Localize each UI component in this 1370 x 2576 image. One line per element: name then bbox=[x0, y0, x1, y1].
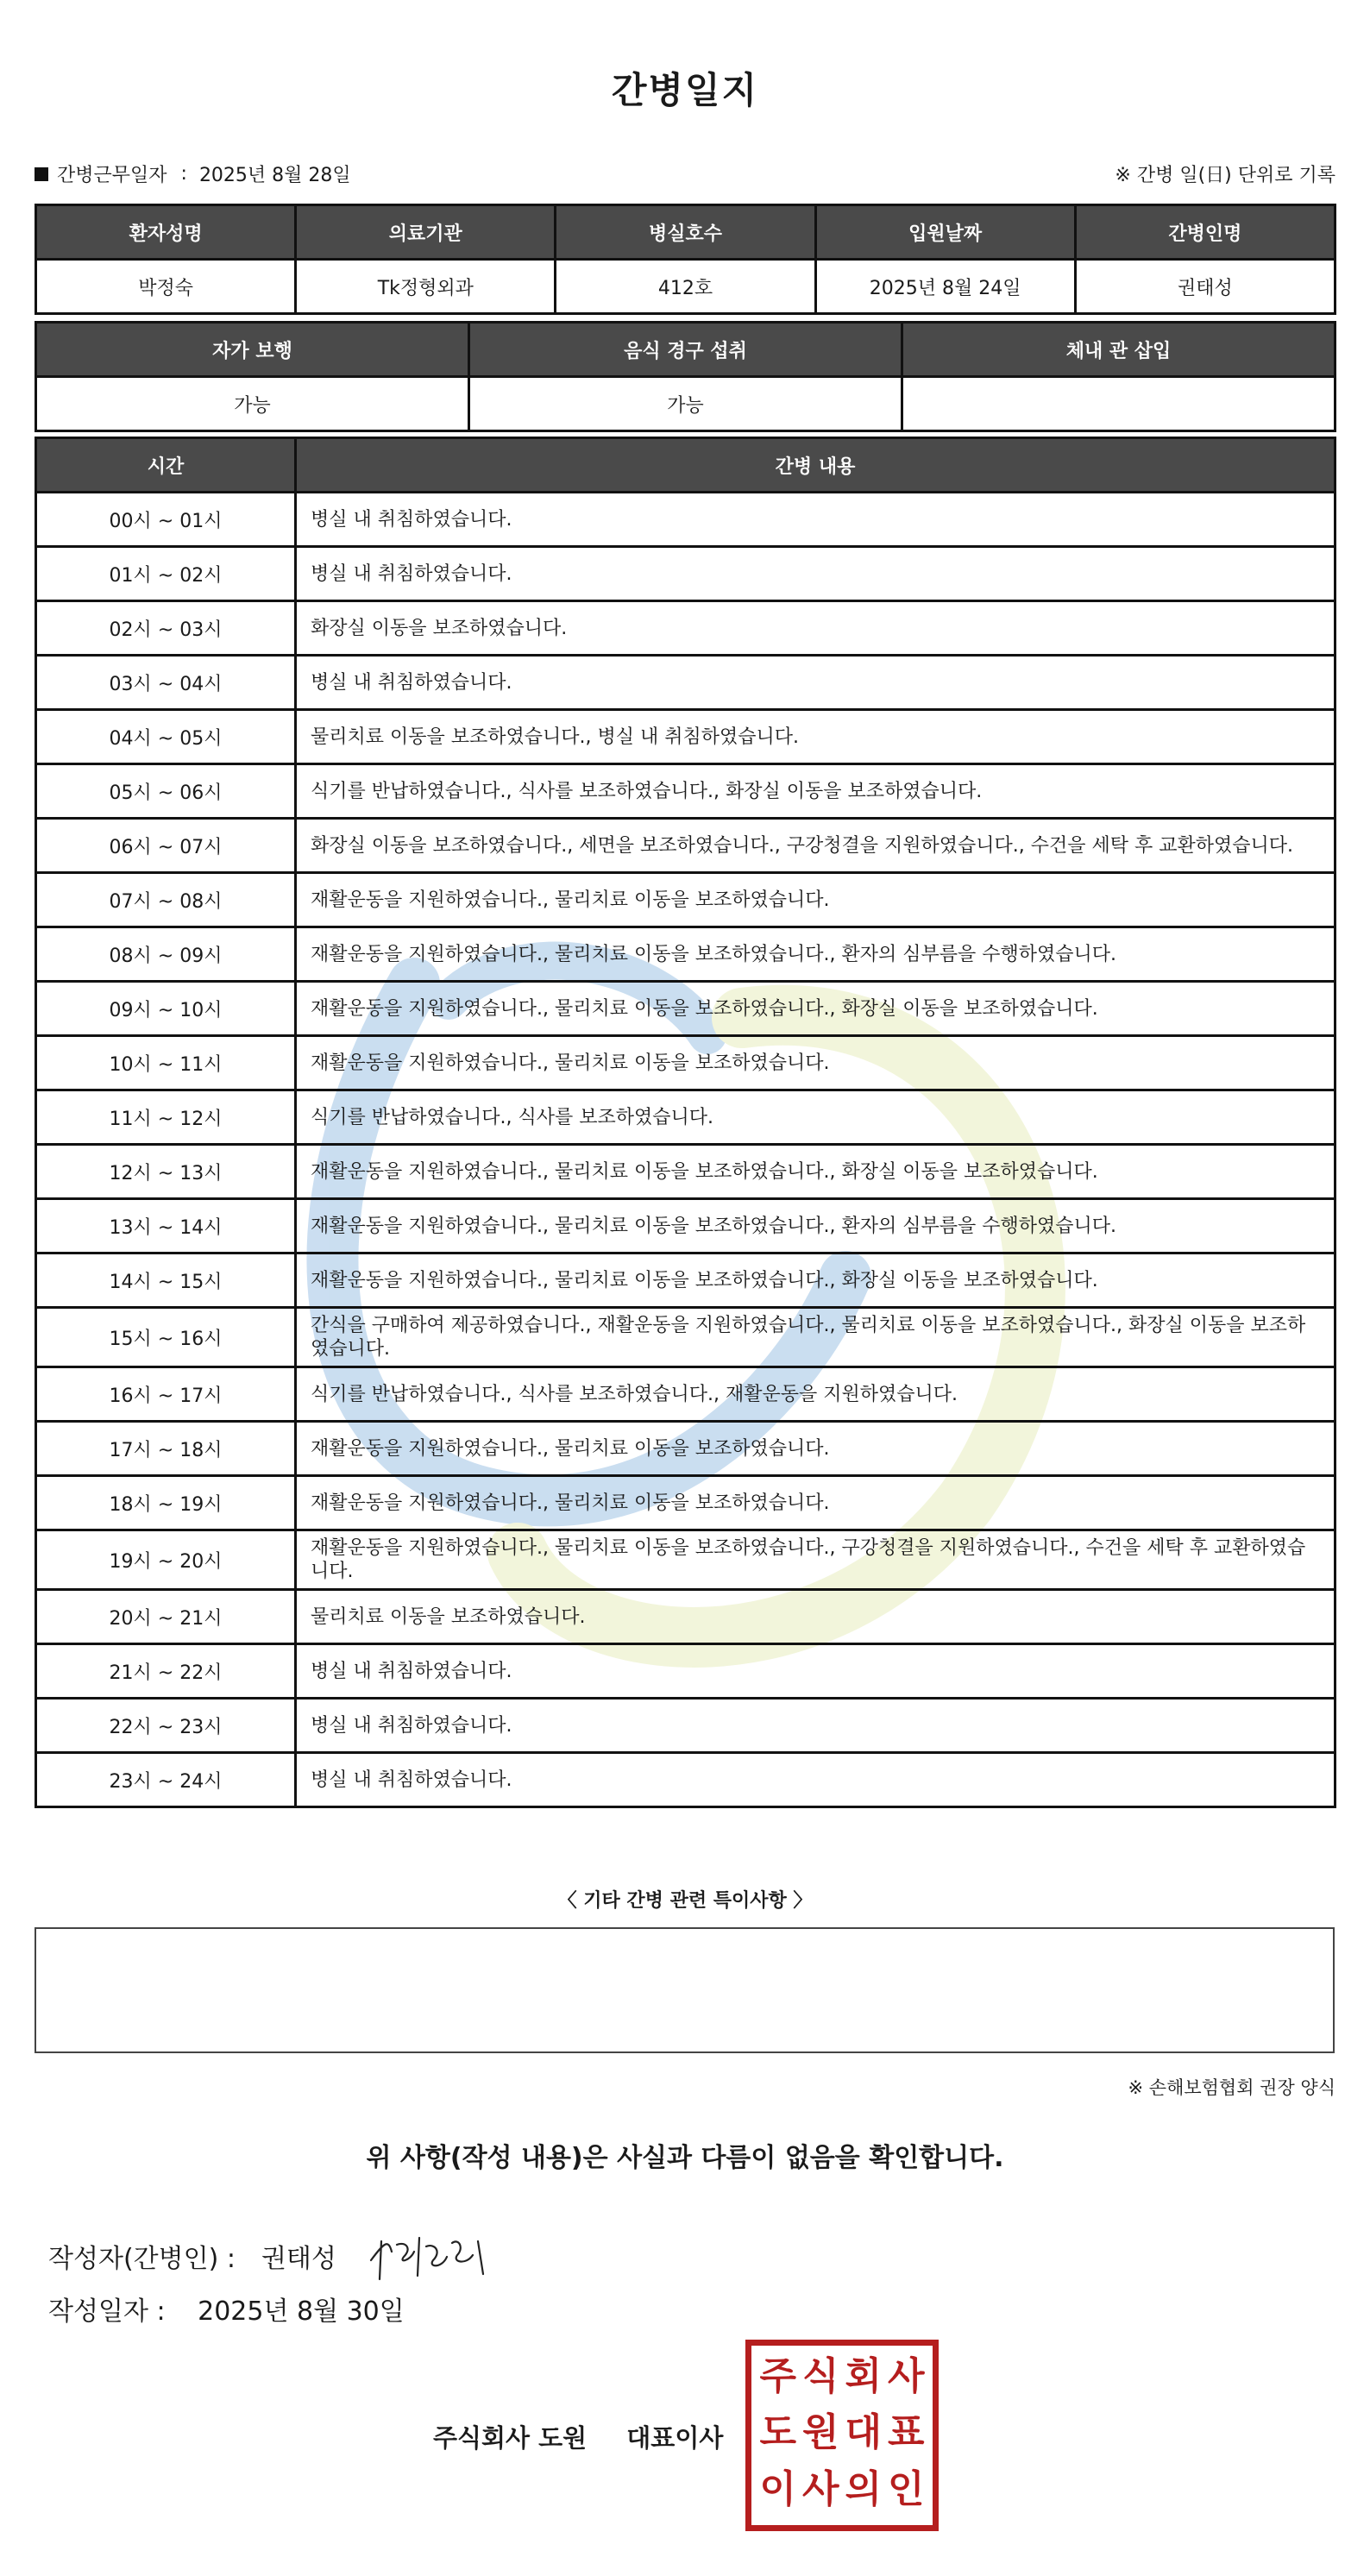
time-cell: 20시 ~ 21시 bbox=[36, 1590, 296, 1644]
care-content-cell: 재활운동을 지원하였습니다., 물리치료 이동을 보조하였습니다., 구강청결을 지원하였습니다., 수건을 세탁 후 교환하였습니다. bbox=[296, 1530, 1335, 1590]
caregiver-name: 권태성 bbox=[1075, 260, 1335, 314]
care-content-cell: 재활운동을 지원하였습니다., 물리치료 이동을 보조하였습니다., 환자의 심부름을 수행하였습니다. bbox=[296, 927, 1335, 982]
table-row bbox=[36, 1090, 1335, 1145]
table-row bbox=[36, 1476, 1335, 1530]
page-title: 간병일지 bbox=[611, 69, 759, 111]
work-date-label: 간병근무일자 bbox=[57, 165, 167, 186]
table-row bbox=[36, 982, 1335, 1036]
time-cell: 16시 ~ 17시 bbox=[36, 1367, 296, 1422]
ability-table bbox=[35, 321, 1336, 432]
table-row bbox=[36, 1699, 1335, 1753]
care-content-cell: 병실 내 취침하였습니다. bbox=[296, 1699, 1335, 1753]
writer-name: 권태성 bbox=[261, 2244, 336, 2274]
table-row bbox=[36, 547, 1335, 601]
care-content-cell: 병실 내 취침하였습니다. bbox=[296, 1753, 1335, 1807]
table-row bbox=[36, 1308, 1335, 1367]
write-date-label: 작성일자 : bbox=[48, 2296, 166, 2327]
bullet-square-icon bbox=[35, 167, 48, 181]
table-row bbox=[36, 927, 1335, 982]
work-date-separator: : bbox=[180, 163, 187, 185]
write-date-value: 2025년 8월 30일 bbox=[198, 2296, 405, 2327]
table-row bbox=[36, 819, 1335, 873]
header-hospital: 의료기관 bbox=[296, 205, 556, 260]
time-cell: 17시 ~ 18시 bbox=[36, 1422, 296, 1476]
care-content-cell: 병실 내 취침하였습니다. bbox=[296, 656, 1335, 710]
header-oral-intake: 음식 경구 섭취 bbox=[469, 323, 902, 377]
care-content-cell: 간식을 구매하여 제공하였습니다., 재활운동을 지원하였습니다., 물리치료 이동을 보조하였습니다., 화장실 이동을 보조하였습니다. bbox=[296, 1308, 1335, 1367]
care-content-cell: 재활운동을 지원하였습니다., 물리치료 이동을 보조하였습니다. bbox=[296, 1036, 1335, 1090]
header-tube-insertion: 체내 관 삽입 bbox=[902, 323, 1335, 377]
time-cell: 04시 ~ 05시 bbox=[36, 710, 296, 764]
table-row bbox=[36, 601, 1335, 656]
table-row bbox=[36, 656, 1335, 710]
patient-info-table bbox=[35, 204, 1336, 315]
remarks-title: 〈 기타 간병 관련 특이사항 〉 bbox=[557, 1890, 813, 1912]
care-content-cell: 화장실 이동을 보조하였습니다. bbox=[296, 601, 1335, 656]
writer-label: 작성자(간병인) : bbox=[48, 2244, 236, 2274]
header-admission-date: 입원날짜 bbox=[815, 205, 1075, 260]
time-cell: 06시 ~ 07시 bbox=[36, 819, 296, 873]
time-cell: 23시 ~ 24시 bbox=[36, 1753, 296, 1807]
oral-intake-value: 가능 bbox=[469, 377, 902, 431]
time-cell: 10시 ~ 11시 bbox=[36, 1036, 296, 1090]
hospital-name: Tk정형외과 bbox=[296, 260, 556, 314]
care-content-cell: 재활운동을 지원하였습니다., 물리치료 이동을 보조하였습니다., 화장실 이동을 보조하였습니다. bbox=[296, 1145, 1335, 1199]
table-row bbox=[36, 1036, 1335, 1090]
care-log-table bbox=[35, 437, 1336, 1808]
care-content-cell: 재활운동을 지원하였습니다., 물리치료 이동을 보조하였습니다. bbox=[296, 1476, 1335, 1530]
writer-line bbox=[48, 2226, 509, 2286]
time-cell: 12시 ~ 13시 bbox=[36, 1145, 296, 1199]
table-row bbox=[36, 1590, 1335, 1644]
care-content-cell: 화장실 이동을 보조하였습니다., 세면을 보조하였습니다., 구강청결을 지원하였습니다., 수건을 세탁 후 교환하였습니다. bbox=[296, 819, 1335, 873]
company-name: 주식회사 도원 bbox=[433, 2423, 588, 2453]
header-time: 시간 bbox=[36, 438, 296, 493]
work-date-line bbox=[35, 160, 1335, 192]
care-content-cell: 재활운동을 지원하였습니다., 물리치료 이동을 보조하였습니다., 환자의 심부름을 수행하였습니다. bbox=[296, 1199, 1335, 1253]
header-room: 병실호수 bbox=[556, 205, 815, 260]
daily-note: ※ 간병 일(日) 단위로 기록 bbox=[1115, 165, 1335, 186]
care-content-cell: 물리치료 이동을 보조하였습니다. bbox=[296, 1590, 1335, 1644]
table-row bbox=[36, 710, 1335, 764]
recommend-note: ※ 손해보험협회 권장 양식 bbox=[1128, 2077, 1335, 2098]
table-row bbox=[36, 1644, 1335, 1699]
self-walking-value: 가능 bbox=[36, 377, 469, 431]
room-number: 412호 bbox=[556, 260, 815, 314]
write-date-line bbox=[48, 2290, 405, 2328]
time-cell: 08시 ~ 09시 bbox=[36, 927, 296, 982]
care-content-cell: 병실 내 취침하였습니다. bbox=[296, 1644, 1335, 1699]
table-row bbox=[36, 1753, 1335, 1807]
time-cell: 18시 ~ 19시 bbox=[36, 1476, 296, 1530]
table-row bbox=[36, 1530, 1335, 1590]
confirm-statement: 위 사항(작성 내용)은 사실과 다름이 없음을 확인합니다. bbox=[366, 2143, 1004, 2173]
company-seal-stamp: 주 식 회 사 도 원 대 표 이 사 의 인 bbox=[745, 2340, 939, 2531]
time-cell: 09시 ~ 10시 bbox=[36, 982, 296, 1036]
patient-name: 박정숙 bbox=[36, 260, 296, 314]
care-content-cell: 재활운동을 지원하였습니다., 물리치료 이동을 보조하였습니다., 화장실 이동을 보조하였습니다. bbox=[296, 982, 1335, 1036]
time-cell: 13시 ~ 14시 bbox=[36, 1199, 296, 1253]
table-row bbox=[36, 1422, 1335, 1476]
care-content-cell: 식기를 반납하였습니다., 식사를 보조하였습니다. bbox=[296, 1090, 1335, 1145]
care-content-cell: 재활운동을 지원하였습니다., 물리치료 이동을 보조하였습니다. bbox=[296, 873, 1335, 927]
care-content-cell: 식기를 반납하였습니다., 식사를 보조하였습니다., 화장실 이동을 보조하였습니다. bbox=[296, 764, 1335, 819]
admission-date: 2025년 8월 24일 bbox=[815, 260, 1075, 314]
time-cell: 15시 ~ 16시 bbox=[36, 1308, 296, 1367]
time-cell: 03시 ~ 04시 bbox=[36, 656, 296, 710]
header-self-walking: 자가 보행 bbox=[36, 323, 469, 377]
work-date-value: 2025년 8월 28일 bbox=[198, 165, 351, 186]
care-content-cell: 재활운동을 지원하였습니다., 물리치료 이동을 보조하였습니다., 화장실 이동을 보조하였습니다. bbox=[296, 1253, 1335, 1308]
signature-icon bbox=[362, 2226, 509, 2286]
time-cell: 05시 ~ 06시 bbox=[36, 764, 296, 819]
header-caregiver-name: 간병인명 bbox=[1075, 205, 1335, 260]
remarks-box bbox=[35, 1927, 1335, 2053]
time-cell: 01시 ~ 02시 bbox=[36, 547, 296, 601]
time-cell: 07시 ~ 08시 bbox=[36, 873, 296, 927]
table-row bbox=[36, 873, 1335, 927]
table-row bbox=[36, 493, 1335, 547]
time-cell: 19시 ~ 20시 bbox=[36, 1530, 296, 1590]
care-content-cell: 물리치료 이동을 보조하였습니다., 병실 내 취침하였습니다. bbox=[296, 710, 1335, 764]
time-cell: 22시 ~ 23시 bbox=[36, 1699, 296, 1753]
time-cell: 11시 ~ 12시 bbox=[36, 1090, 296, 1145]
table-row bbox=[36, 1199, 1335, 1253]
care-content-cell: 병실 내 취침하였습니다. bbox=[296, 493, 1335, 547]
time-cell: 00시 ~ 01시 bbox=[36, 493, 296, 547]
care-content-cell: 재활운동을 지원하였습니다., 물리치료 이동을 보조하였습니다. bbox=[296, 1422, 1335, 1476]
tube-insertion-value bbox=[902, 377, 1335, 431]
company-signature-line bbox=[433, 2419, 723, 2454]
time-cell: 21시 ~ 22시 bbox=[36, 1644, 296, 1699]
time-cell: 14시 ~ 15시 bbox=[36, 1253, 296, 1308]
table-row bbox=[36, 1367, 1335, 1422]
table-row bbox=[36, 1145, 1335, 1199]
time-cell: 02시 ~ 03시 bbox=[36, 601, 296, 656]
header-patient-name: 환자성명 bbox=[36, 205, 296, 260]
company-title: 대표이사 bbox=[626, 2423, 724, 2453]
care-content-cell: 병실 내 취침하였습니다. bbox=[296, 547, 1335, 601]
care-content-cell: 식기를 반납하였습니다., 식사를 보조하였습니다., 재활운동을 지원하였습니다. bbox=[296, 1367, 1335, 1422]
header-care-content: 간병 내용 bbox=[296, 438, 1335, 493]
table-row bbox=[36, 764, 1335, 819]
table-row bbox=[36, 1253, 1335, 1308]
